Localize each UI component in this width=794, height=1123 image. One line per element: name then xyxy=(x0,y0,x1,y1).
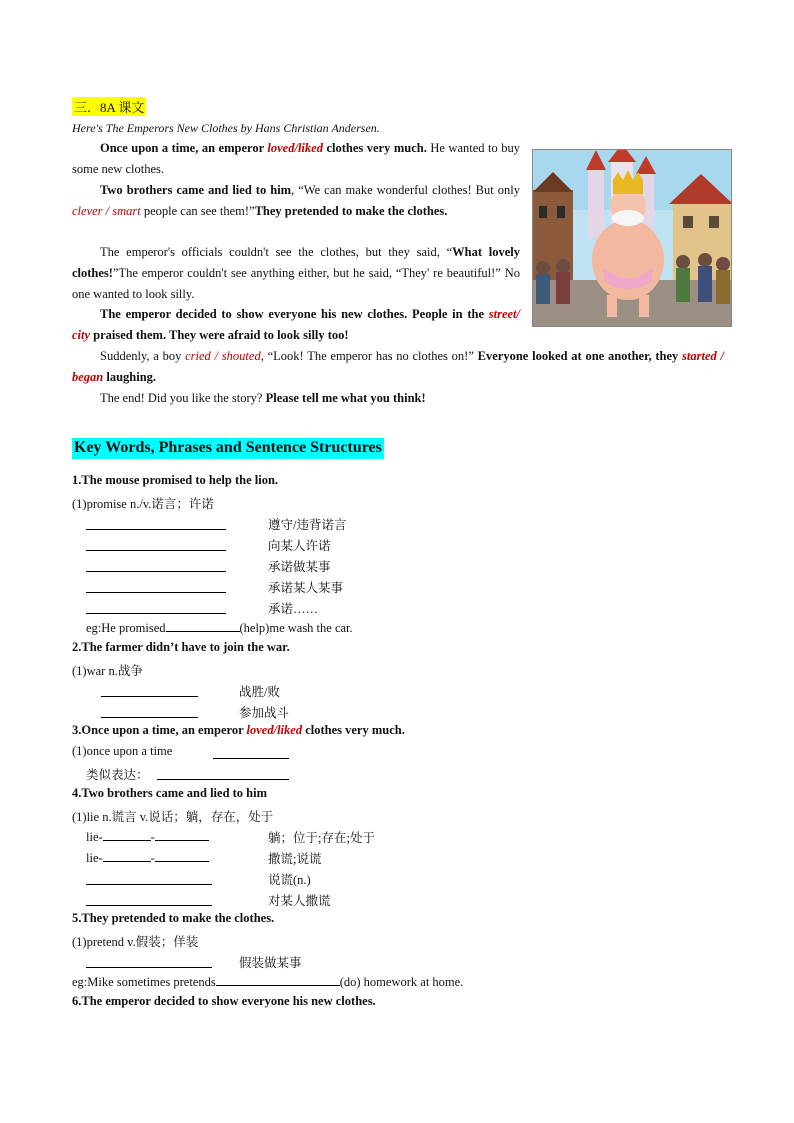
story-paragraph-3: The emperor's officials couldn't see the clothes, but they said, “What lovely clothes!”The emperor couldn't see anything either, but he said, “They' re beautiful!” No one wanted to look silly. xyxy=(72,245,520,301)
q4-item-4: 对某人撒谎 xyxy=(268,894,331,908)
q1-item-5: 承诺…… xyxy=(268,602,319,616)
q1-blank-5[interactable] xyxy=(86,613,226,614)
q3-word-entry: (1)once upon a time xyxy=(72,744,173,758)
story-paragraph-6: The end! Did you like the story? Please tell me what you think! xyxy=(100,391,426,405)
q1-blank-1[interactable] xyxy=(86,529,226,530)
q4-word-entry: (1)lie n.谎言 v.说话；躺，存在，处于 xyxy=(72,810,274,824)
q1-blank-3[interactable] xyxy=(86,571,226,572)
story-paragraph-2: Two brothers came and lied to him, “We can make wonderful clothes! But only clever / smart people can see them!”They pretended to make the clothes. xyxy=(72,183,520,218)
emperor-illustration xyxy=(532,149,732,327)
q3-blank-1[interactable] xyxy=(213,758,289,759)
story-paragraph-5: Suddenly, a boy cried / shouted, “Look! The emperor has no clothes on!” Everyone looked at one another, they started / began laughing. xyxy=(72,349,725,384)
question-6: 6.The emperor decided to show everyone his new clothes. xyxy=(72,994,376,1008)
q4-item-2: 撒谎;说谎 xyxy=(268,852,322,866)
q1-item-4: 承诺某人某事 xyxy=(268,581,344,595)
q4-blank-2a[interactable] xyxy=(103,849,151,862)
q4-blank-1b[interactable] xyxy=(155,828,209,841)
q5-example: eg:Mike sometimes pretends (do) homework at home. xyxy=(72,975,464,989)
q2-item-2: 参加战斗 xyxy=(239,706,290,720)
question-1: 1.The mouse promised to help the lion. xyxy=(72,473,279,487)
q2-blank-1[interactable] xyxy=(101,696,198,697)
story-paragraph-1: Once upon a time, an emperor loved/liked clothes very much. He wanted to buy some new clothes. xyxy=(72,141,520,176)
q4-row-1: lie- - xyxy=(86,828,209,845)
q1-example-blank[interactable] xyxy=(166,619,240,632)
key-words-title: Key Words, Phrases and Sentence Structures xyxy=(72,438,384,459)
story-subtitle: Here's The Emperors New Clothes by Hans Christian Andersen. xyxy=(72,121,380,135)
q4-blank-2b[interactable] xyxy=(155,849,209,862)
story-paragraph-4: The emperor decided to show everyone his new clothes. People in the street/ city praised them. They were afraid to look silly too! xyxy=(72,307,520,342)
q3-similar-label: 类似表达： xyxy=(86,768,149,782)
q4-item-1: 躺；位于;存在;处于 xyxy=(268,831,375,845)
q2-item-1: 战胜/败 xyxy=(239,685,280,699)
q1-blank-4[interactable] xyxy=(86,592,226,593)
q1-item-2: 向某人许诺 xyxy=(268,539,331,553)
q4-row-2: lie- - xyxy=(86,849,209,866)
q1-word-entry: (1)promise n./v.诺言；许诺 xyxy=(72,497,214,511)
q2-word-entry: (1)war n.战争 xyxy=(72,664,143,678)
q5-item-1: 假装做某事 xyxy=(239,956,302,970)
question-4: 4.Two brothers came and lied to him xyxy=(72,786,268,800)
q1-item-1: 遵守/违背诺言 xyxy=(268,518,347,532)
q5-example-blank[interactable] xyxy=(216,973,340,986)
question-3: 3.Once upon a time, an emperor loved/liked clothes very much. xyxy=(72,723,405,737)
question-2: 2.The farmer didn’t have to join the war. xyxy=(72,640,290,654)
question-5: 5.They pretended to make the clothes. xyxy=(72,911,275,925)
q4-blank-4[interactable] xyxy=(86,905,212,906)
section-title: 三．8A 课文 xyxy=(72,97,146,116)
q4-blank-3[interactable] xyxy=(86,884,212,885)
q5-word-entry: (1)pretend v.假装；佯装 xyxy=(72,935,199,949)
q1-blank-2[interactable] xyxy=(86,550,226,551)
q3-blank-2[interactable] xyxy=(157,779,289,780)
q5-blank-1[interactable] xyxy=(86,967,212,968)
q1-item-3: 承诺做某事 xyxy=(268,560,331,574)
q2-blank-2[interactable] xyxy=(101,717,198,718)
q1-example: eg:He promised (help)me wash the car. xyxy=(86,621,353,635)
q4-blank-1a[interactable] xyxy=(103,828,151,841)
q4-item-3: 说谎(n.) xyxy=(268,873,311,887)
